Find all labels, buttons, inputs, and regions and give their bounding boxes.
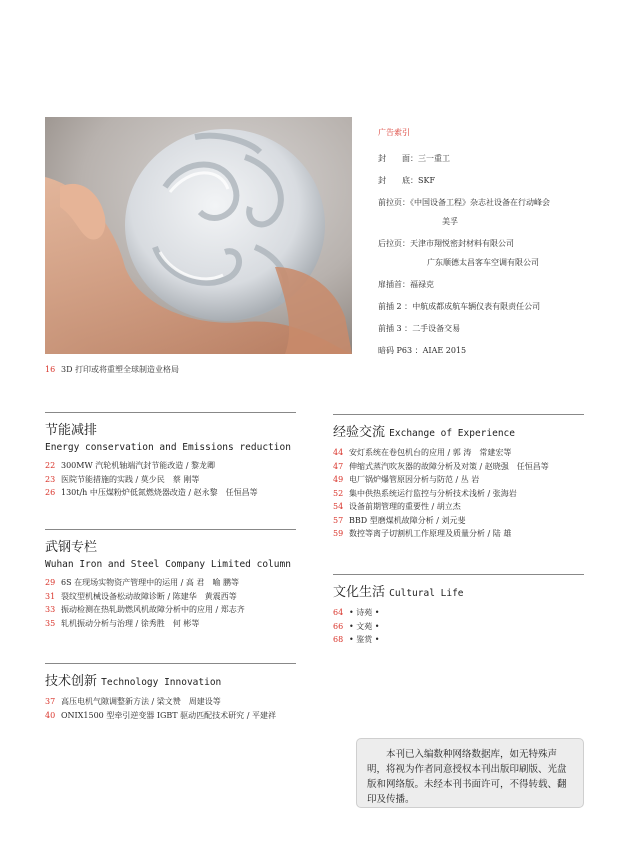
page-number: 31 <box>45 591 56 601</box>
article-title: 6S 在现场实物资产管理中的运用 / 高 君 喻 鹏等 <box>61 578 239 587</box>
article-title: 安灯系统在卷包机台的应用 / 郭 涛 常建宏等 <box>349 448 512 457</box>
ad-value: 二手设备交易 <box>412 324 461 333</box>
ad-label: 前拉页： <box>378 198 410 207</box>
page-number: 40 <box>45 710 56 720</box>
article-item[interactable] <box>333 514 584 528</box>
page-number: 59 <box>333 529 344 538</box>
article-item[interactable] <box>45 603 296 617</box>
section-exchange <box>333 414 584 541</box>
article-list <box>333 446 584 541</box>
article-item[interactable] <box>45 617 296 631</box>
article-title: • 诗苑 • <box>349 608 380 617</box>
page-number: 22 <box>45 461 56 470</box>
ad-index <box>378 127 598 368</box>
section-tech <box>45 663 296 722</box>
article-title: BBD 型磨煤机故障分析 / 刘元斐 <box>349 515 466 525</box>
photo-caption <box>45 364 179 375</box>
ad-row <box>378 239 598 268</box>
article-title: 设备前期管理的重要性 / 胡立杰 <box>349 502 461 511</box>
page-number: 57 <box>333 515 344 525</box>
section-title-en: Energy conservation and Emissions reduction <box>45 442 291 453</box>
ad-sub-value: 广东顺德太昌客车空调有限公司 <box>427 258 539 267</box>
ad-label: 后拉页： <box>378 239 410 248</box>
section-title-en: Technology Innovation <box>101 677 222 688</box>
article-title: 数控等离子切割机工作原理及质量分析 / 陆 雄 <box>349 529 512 538</box>
article-item[interactable] <box>45 709 296 723</box>
article-item[interactable] <box>333 460 584 474</box>
article-item[interactable] <box>333 633 584 647</box>
article-title: 130t/h 中压煤粉炉低氮燃烧器改造 / 赵永黎 任恒昌等 <box>61 488 258 497</box>
page-number: 35 <box>45 618 56 628</box>
section-title-en: Cultural Life <box>389 588 464 599</box>
ad-value: 《中国设备工程》杂志社设备在行动峰会 <box>410 198 550 207</box>
article-title: • 文苑 • <box>349 621 380 631</box>
ad-value: 三一重工 <box>418 154 450 163</box>
article-list <box>45 695 296 722</box>
ad-label: 前插 3 ： <box>378 324 413 333</box>
article-item[interactable] <box>45 473 296 487</box>
ad-label: 封 底： <box>378 176 418 185</box>
ad-value: 福禄克 <box>410 280 434 289</box>
page-number: 54 <box>333 502 344 511</box>
ad-value: AIAE 2015 <box>422 346 467 355</box>
section-energy <box>45 412 296 500</box>
article-title: 裂纹型机械设备松动故障诊断 / 陈建华 黄震西等 <box>61 591 237 601</box>
page-number: 26 <box>45 488 56 497</box>
ad-label: 前插 2 ： <box>378 302 413 311</box>
ad-row <box>378 302 598 312</box>
page-number: 23 <box>45 474 56 484</box>
article-title: 轧机振动分析与治理 / 徐秀胜 何 彬等 <box>61 618 200 628</box>
article-item[interactable] <box>333 446 584 460</box>
article-list <box>45 576 296 630</box>
section-title-en: Wuhan Iron and Steel Company Limited column <box>45 559 291 570</box>
article-item[interactable] <box>333 473 584 487</box>
section-title-cn: 技术创新 <box>45 674 98 689</box>
section-divider <box>45 412 296 413</box>
article-title: 医院节能措施的实践 / 莫少民 蔡 刚等 <box>61 474 200 484</box>
ad-row <box>378 280 598 290</box>
page-number: 64 <box>333 608 344 617</box>
article-list <box>45 459 296 500</box>
article-title: 伸缩式蒸汽吹灰器的故障分析及对策 / 赵晓强 任恒昌等 <box>349 461 549 471</box>
ad-row <box>378 324 598 334</box>
article-item[interactable] <box>45 459 296 473</box>
ad-row <box>378 154 598 164</box>
section-divider <box>333 574 584 575</box>
section-wisco <box>45 529 296 630</box>
article-item[interactable] <box>333 620 584 634</box>
ad-label: 暗码 P63 ： <box>378 346 423 355</box>
section-title: 节能减排 <box>45 423 98 438</box>
ad-value: 天津市翔悦密封材料有限公司 <box>410 239 514 248</box>
section-title <box>333 421 584 440</box>
article-list <box>333 606 584 647</box>
article-item[interactable] <box>333 500 584 514</box>
section-divider <box>45 663 296 664</box>
page-number: 68 <box>333 635 344 644</box>
section-title <box>45 670 296 689</box>
caption-text: 3D 打印或将重塑全球制造业格局 <box>61 365 180 374</box>
section-divider <box>45 529 296 530</box>
article-item[interactable] <box>45 590 296 604</box>
ad-label: 扉插首： <box>378 280 410 289</box>
article-item[interactable] <box>45 576 296 590</box>
page-number: 16 <box>45 365 56 374</box>
article-title: 集中供热系统运行监控与分析技术浅析 / 张海岩 <box>349 488 517 498</box>
ad-value: 中航成都成航车辆仪表有限责任公司 <box>412 302 541 311</box>
copyright-notice: 本刊已入编数种网络数据库，如无特殊声明，将视为作者同意授权本刊出版印刷版、光盘版和网络版。未经本刊书面许可，不得转载、翻印及传播。 <box>356 738 584 808</box>
page-number: 44 <box>333 448 344 457</box>
article-item[interactable] <box>333 606 584 620</box>
section-title-cn: 文化生活 <box>333 585 386 600</box>
ad-label: 封 面： <box>378 154 418 163</box>
ad-row <box>378 176 598 186</box>
page-number: 37 <box>45 697 56 706</box>
ad-row <box>378 346 598 356</box>
section-divider <box>333 414 584 415</box>
section-title <box>333 581 584 600</box>
page-number: 29 <box>45 578 56 587</box>
page-number: 47 <box>333 461 344 471</box>
article-title: 电厂锅炉爆管原因分析与防范 / 丛 岩 <box>349 475 480 484</box>
page-number: 52 <box>333 488 344 498</box>
section-culture <box>333 574 584 647</box>
article-item[interactable] <box>45 695 296 709</box>
article-item[interactable] <box>333 487 584 501</box>
cover-photo <box>45 117 352 354</box>
article-item[interactable] <box>45 486 296 500</box>
article-item[interactable] <box>333 527 584 541</box>
section-title: 武钢专栏 <box>45 540 98 555</box>
ad-index-title: 广告索引 <box>378 128 410 137</box>
article-title: 300MW 汽轮机轴端汽封节能改造 / 黎龙卿 <box>61 461 216 470</box>
article-title: 高压电机气隙调整新方法 / 梁文赞 周建设等 <box>61 697 221 706</box>
article-title: 振动检测在热轧助燃风机故障分析中的应用 / 郑志齐 <box>61 605 245 614</box>
ad-sub-value: 美孚 <box>442 217 458 226</box>
ad-value: SKF <box>418 176 436 185</box>
page-number: 66 <box>333 621 344 631</box>
section-title-en: Exchange of Experience <box>389 428 515 439</box>
article-title: ONIX1500 型牵引逆变器 IGBT 驱动匹配技术研究 / 平建祥 <box>61 710 276 720</box>
ad-row <box>378 198 598 227</box>
page-number: 33 <box>45 605 56 614</box>
page-number: 49 <box>333 475 344 484</box>
section-title-cn: 经验交流 <box>333 425 386 440</box>
article-title: • 鉴赏 • <box>349 635 380 644</box>
lattice-sphere-image <box>45 117 352 354</box>
